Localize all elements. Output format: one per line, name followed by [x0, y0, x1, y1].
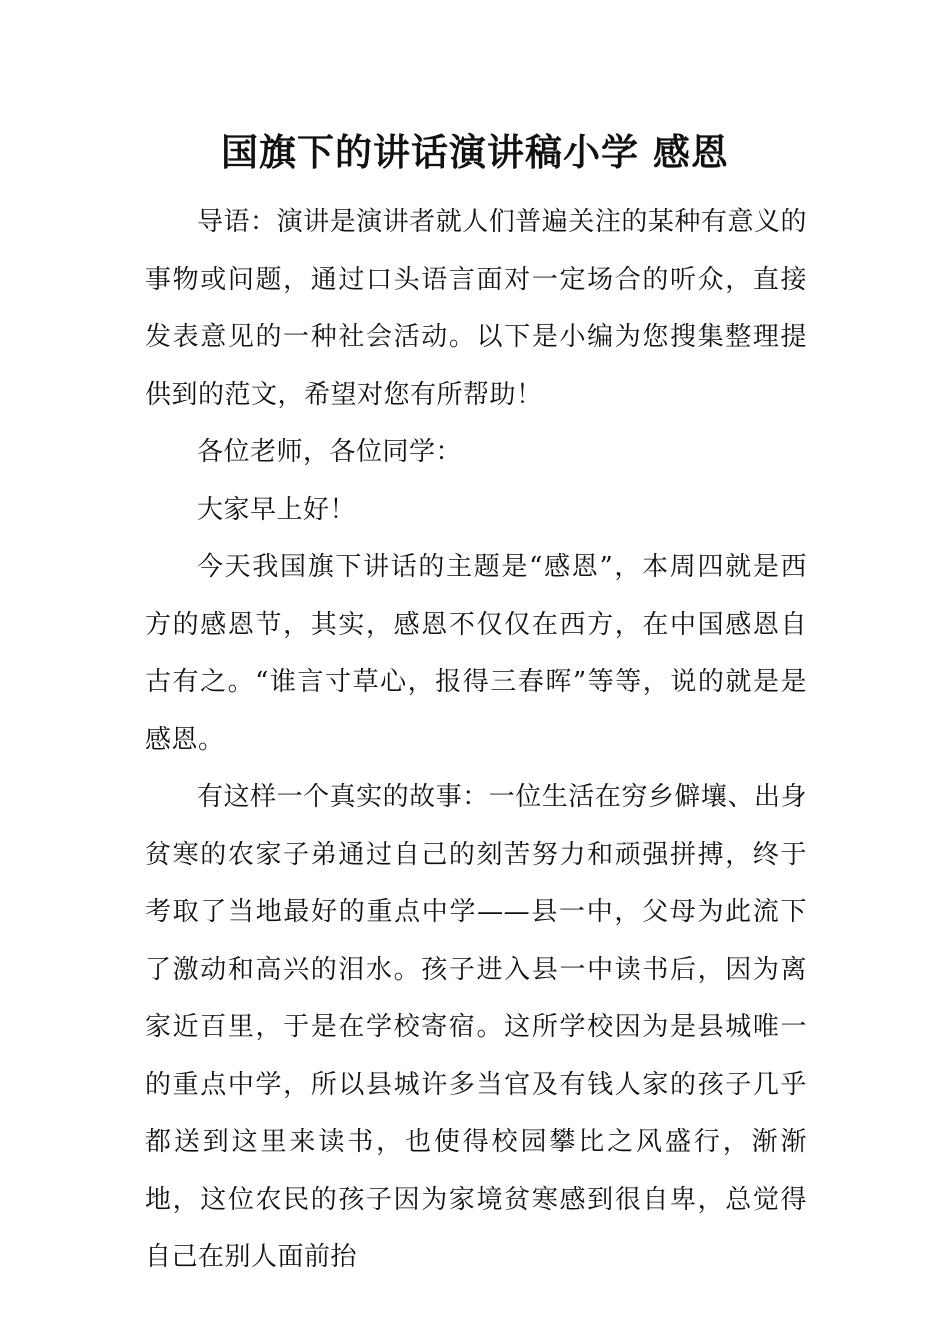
- paragraph-intro: 导语：演讲是演讲者就人们普遍关注的某种有意义的事物或问题，通过口头语言面对一定场合的听众，直接发表意见的一种社会活动。以下是小编为您搜集整理提供到的范文，希望对您有所帮助！: [145, 207, 807, 410]
- paragraph-story: 有这样一个真实的故事：一位生活在穷乡僻壤、出身贫寒的农家子弟通过自己的刻苦努力和顽强拼搏，终于考取了当地最好的重点中学——县一中，父母为此流下了激动和高兴的泪水。孩子进入县一中读书后，因为离家近百里，于是在学校寄宿。这所学校因为是县城唯一的重点中学，所以县城许多当官及有钱人家的孩子几乎都送到这里来读书，也使得校园攀比之风盛行，渐渐地，这位农民的孩子因为家境贫寒感到很自卑，总觉得自己在别人面前抬: [145, 782, 807, 1272]
- document-title: 国旗下的讲话演讲稿小学 感恩: [221, 130, 729, 174]
- paragraph-greeting: 大家早上好！: [197, 494, 357, 525]
- document-body: [145, 194, 807, 1287]
- paragraph-salutation: 各位老师，各位同学：: [197, 437, 463, 467]
- paragraph-theme: 今天我国旗下讲话的主题是“感恩”，本周四就是西方的感恩节，其实，感恩不仅仅在西方，在中国感恩自古有之。“谁言寸草心，报得三春晖”等等，说的就是是感恩。: [145, 552, 807, 755]
